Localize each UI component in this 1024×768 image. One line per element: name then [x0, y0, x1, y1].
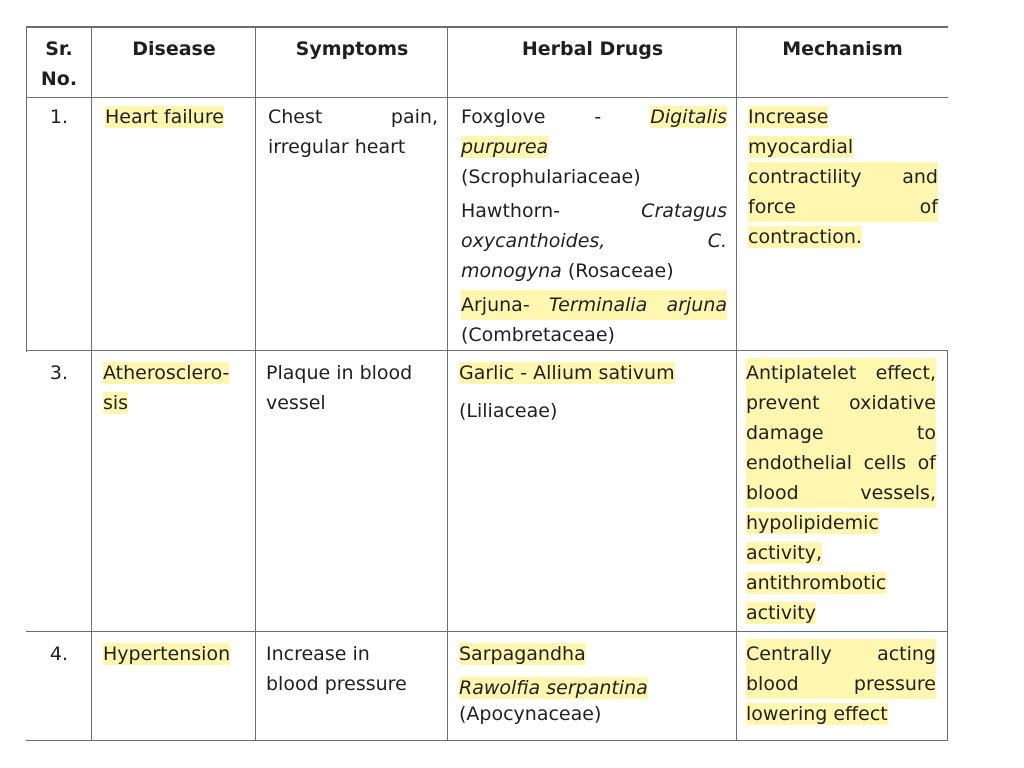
rauwolfia-family: (Apocynaceae)	[459, 703, 602, 725]
arjuna-common-name: Arjuna-	[461, 294, 530, 316]
foxglove-common-name: Foxglove	[461, 106, 546, 128]
table-top-border	[26, 26, 948, 28]
garlic-name: Garlic - Allium sativum	[459, 362, 675, 384]
col-divider-2	[255, 26, 256, 741]
row1-sr: 1.	[49, 106, 69, 128]
header-disease: Disease	[132, 38, 216, 60]
row2-symptoms-line2: vessel	[266, 392, 326, 414]
foxglove-dash: -	[594, 106, 602, 128]
row2-mech-line6	[746, 508, 936, 538]
header-sr-line2: No.	[40, 68, 78, 90]
foxglove-family: (Scrophulariaceae)	[461, 166, 641, 188]
row1-mech-text2: myocardial	[748, 136, 854, 158]
hawthorn-family: (Rosaceae)	[567, 260, 674, 282]
row3-disease	[103, 639, 230, 669]
header-herbal-drugs: Herbal Drugs	[521, 38, 664, 60]
row1-mech-line4: force of	[748, 192, 938, 222]
sarpagandha-line	[459, 639, 725, 669]
row2-mech-line4: endothelial cells of	[746, 448, 936, 478]
hawthorn-line3	[461, 256, 727, 286]
table-bottom-border	[26, 740, 948, 741]
row2-mech-line7	[746, 538, 936, 568]
row2-mech-line9	[746, 598, 936, 628]
row3-drugs	[459, 639, 725, 729]
foxglove-line2	[461, 132, 727, 162]
row3-mech-line2: blood pressure	[746, 669, 936, 699]
row2-mech-text8: antithrombotic	[746, 572, 887, 594]
foxglove-genus: Digitalis	[650, 106, 728, 128]
header-sr-no	[26, 34, 92, 94]
row2-bottom-border	[26, 631, 948, 632]
hawthorn-c: C.	[707, 230, 727, 252]
hawthorn-species2: monogyna	[461, 260, 562, 282]
row3-symptoms	[266, 639, 438, 699]
row3-symptoms-line2: blood pressure	[266, 673, 407, 695]
row3-disease-text: Hypertension	[103, 643, 231, 665]
hawthorn-line2	[461, 226, 727, 256]
foxglove-species: purpurea	[461, 136, 549, 158]
row2-mech-line3: damage to	[746, 418, 936, 448]
arjuna-genus: Terminalia	[548, 294, 648, 316]
foxglove-line1	[461, 102, 727, 132]
row2-disease-line2	[103, 388, 229, 418]
sarpagandha-name: Sarpagandha	[459, 643, 586, 665]
arjuna-family: (Combretaceae)	[461, 324, 615, 346]
row2-disease-text2: sis	[103, 392, 129, 414]
row2-mech-text7: activity,	[746, 542, 823, 564]
row1-mech-line1	[748, 102, 938, 132]
header-symptoms: Symptoms	[295, 38, 409, 60]
hawthorn-line1	[461, 196, 727, 226]
header-bottom-border	[26, 97, 948, 98]
row1-symptoms-line1: Chest pain,	[268, 106, 438, 128]
row1-disease	[105, 102, 224, 132]
row1-disease-text: Heart failure	[105, 106, 224, 128]
row2-symptoms	[266, 358, 438, 418]
row3-mech-line3	[746, 699, 936, 729]
row2-symptoms-line1: Plaque in blood	[266, 362, 413, 384]
row2-disease-line1	[103, 358, 229, 388]
row1-mech-text5: contraction.	[748, 226, 862, 248]
row1-bottom-border	[26, 350, 948, 351]
row2-sr: 3.	[49, 362, 69, 384]
hawthorn-common-name: Hawthorn-	[461, 200, 560, 222]
row1-symptoms	[268, 102, 438, 162]
arjuna-line1	[461, 290, 727, 320]
row1-mechanism	[748, 102, 938, 252]
row2-mech-line8	[746, 568, 936, 598]
header-mechanism: Mechanism	[782, 38, 903, 60]
row1-mech-line3: contractility and	[748, 162, 938, 192]
row2-mech-text6: hypolipidemic	[746, 512, 879, 534]
row3-mech-line1: Centrally acting	[746, 639, 936, 669]
col-divider-3	[447, 26, 448, 741]
row3-mech-text3: lowering effect	[746, 703, 888, 725]
row3-mechanism	[746, 639, 936, 729]
row1-mech-line2	[748, 132, 938, 162]
hawthorn-genus: Cratagus	[641, 200, 727, 222]
row2-disease	[103, 358, 229, 418]
garlic-family: (Liliaceae)	[459, 400, 558, 422]
rauwolfia-name: Rawolfia serpantina	[459, 677, 648, 699]
hawthorn-species: oxycanthoides,	[461, 230, 606, 252]
row1-mech-text1: Increase	[748, 106, 829, 128]
row2-mech-text9: activity	[746, 602, 817, 624]
herbal-drugs-table	[26, 26, 948, 742]
row2-mech-line2: prevent oxidative	[746, 388, 936, 418]
col-divider-4	[736, 26, 737, 741]
table-right-border	[947, 351, 948, 741]
row2-mech-line5: blood vessels,	[746, 478, 936, 508]
row2-mech-line1: Antiplatelet effect,	[746, 358, 936, 388]
row3-sr: 4.	[49, 643, 69, 665]
header-sr-line1: Sr.	[45, 38, 73, 60]
row3-symptoms-line1: Increase in	[266, 643, 370, 665]
garlic-line	[459, 358, 725, 388]
row1-symptoms-line2: irregular heart	[268, 136, 406, 158]
arjuna-species: arjuna	[666, 294, 728, 316]
row2-disease-text1: Atherosclero-	[103, 362, 230, 384]
row1-mech-line5	[748, 222, 938, 252]
row1-drugs	[461, 102, 727, 350]
row2-mechanism	[746, 358, 936, 628]
row2-drugs	[459, 358, 725, 426]
